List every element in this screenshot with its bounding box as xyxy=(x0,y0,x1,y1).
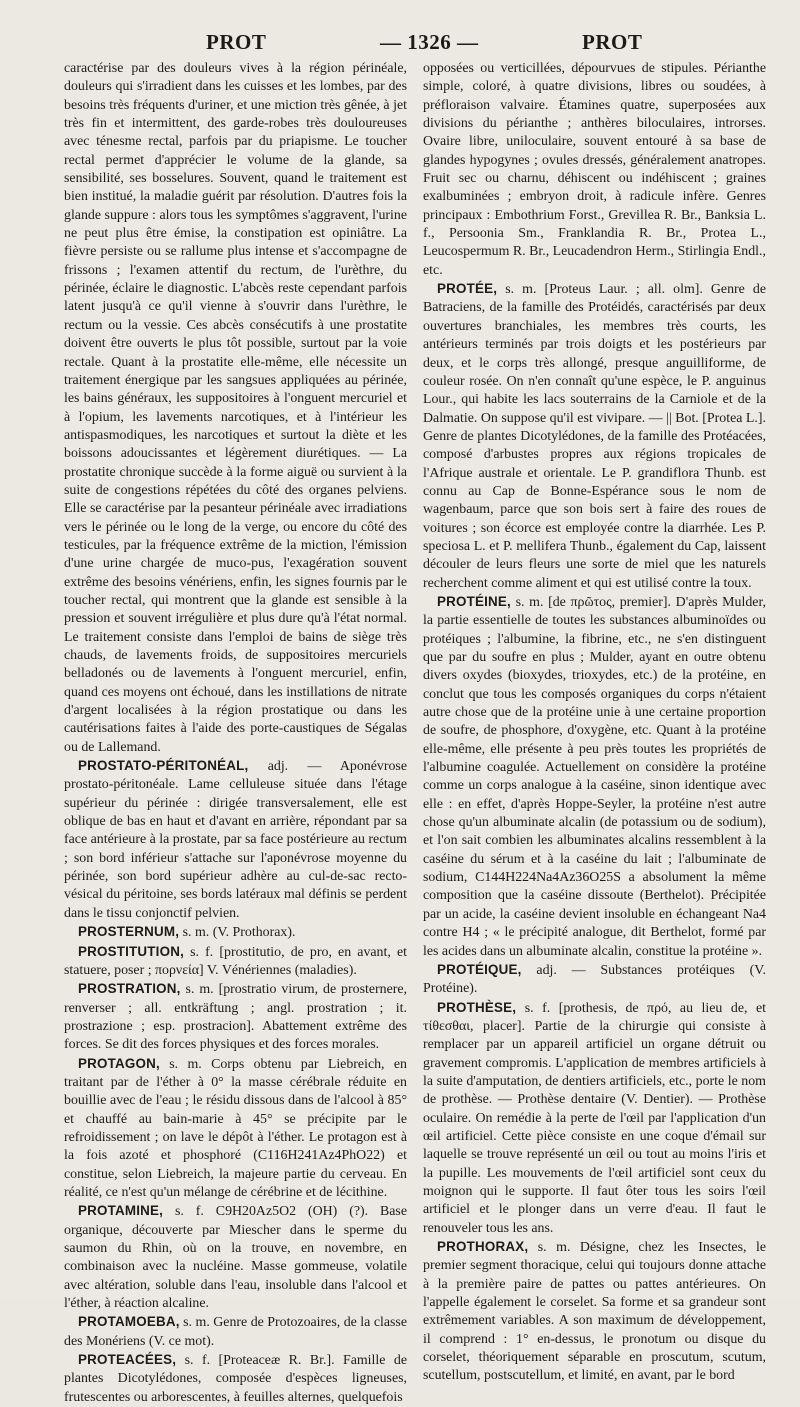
entry-prosternum xyxy=(64,923,407,942)
entry-proteacees xyxy=(64,1351,407,1407)
entry-prostato-peritoneal xyxy=(64,757,407,923)
entry-body: s. m. [Proteus Laur. ; all. olm]. Genre de Batraciens, de la famille des Protéidés, caractérisés par deux ouvertures branchiales, les membres très courts, les antérieurs terminés par trois doigts et les postérieurs par deux, et le corps très allongé, presque anguilliforme, de couleur rosée. On n'en connaît qu'une espèce, le P. anguinus Lour., qui habite les lacs souterrains de la Carniole et de la Dalmatie. On suppose qu'il est vivipare. — || Bot. [Protea L.]. Genre de plantes Dicotylédones, de la famille des Protéacées, composé d'arbustes propres aux régions tropicales de l'Afrique australe et orientale. Le P. grandiflora Thunb. est connu au Cap de Bonne-Espérance sous le nom de wagenbaum, parce que son bois sert à faire des roues de voitures ; son écorce est employée contre la diarrhée. Les P. speciosa L. et P. mellifera Thunb., également du Cap, laissent découler de leurs fleurs une sorte de miel que les naturels recherchent comme aliment et qui est utilisé contre la toux. xyxy=(423,282,766,591)
entry-continuation: caractérise par des douleurs vives à la région périnéale, douleurs qui s'irradient dans les cuisses et les lombes, par des besoins très fréquents d'uriner, et une miction très gênée, à jet très fin et intermittent, des garde-robes très douloureuses avec ténesme rectal, parfois par du priapisme. Le toucher rectal permet d'apprécier le volume de la glande, sa sensibilité, ses bosselures. Souvent, quand le traitement est bien institué, la maladie guérit par résolution. D'autres fois la glande suppure : alors tous les symptômes s'aggravent, l'urine ne peut plus être émise, la constipation est opiniâtre. La fièvre persiste ou se rallume plus intense et s'accompagne de frissons ; l'examen attentif du rectum, de l'urèthre, du périnée, éclaire le diagnostic. L'abcès reste cependant parfois latent jusqu'à ce qu'il vienne à s'ouvrir dans l'urèthre, le rectum ou la vessie. Ces abcès consécutifs à une prostatite doivent être ouverts le plus tôt possible, surtout par la voie rectale. Quant à la prostatite elle-même, elle nécessite un traitement énergique par les sangsues appliquées au périnée, les bains généraux, les suppositoires à l'onguent mercuriel et à l'opium, les lavements narcotiques, et à l'intérieur les antispasmodiques, les narcotiques et surtout la diète et les boissons adoucissantes et légèrement diurétiques. — La prostatite chronique succède à la forme aiguë ou survient à la suite de congestions répétées du côté des organes pelviens. Elle se caractérise par la pesanteur périnéale avec irradiations vers le périnée ou le long de la verge, ou encore du côté des testicules, par la fréquence extrême de la miction, l'émission d'une urine chargée de muco-pus, l'exagération souvent extrême des besoins vénériens, enfin, les signes fournis par le toucher rectal, qui montrent que la glande est sensible à la pression et souvent irrégulière et plus dure qu'à l'état normal. Le traitement consiste dans l'emploi de bains de siège très chauds, de lavements froids, de suppositoires mercuriels belladonés ou de lavements à l'onguent mercuriel, enfin, quand ces moyens ont échoué, dans les instillations de nitrate d'argent localisées à la région prostatique ou dans les cautérisations faites à l'aide des porte-caustiques de Ségalas ou de Lallemand. xyxy=(64,61,407,755)
entry-body: s. f. C9H20Az5O2 (OH) (?). Base organique, découverte par Miescher dans le sperme du saumon du Rhin, où on la trouve, en novembre, en combinaison avec la nucléine. Masse gommeuse, volatile avec altération, soluble dans l'eau, insoluble dans l'alcool et l'éther, à réaction alcaline. xyxy=(64,1204,407,1312)
entry-proteine xyxy=(423,593,766,961)
headword: PROSTATO-PÉRITONÉAL, xyxy=(78,758,249,774)
entry-body: s. m. Genre de Protozoaires, de la classe des Monériens (V. ce mot). xyxy=(64,1315,407,1349)
headword: PROSTERNUM, xyxy=(78,924,180,940)
headword: PROTÉIQUE, xyxy=(437,961,522,977)
entry-body: s. f. [Proteaceæ R. Br.]. Famille de plantes Dicotylédones, composée d'espèces ligneuses, frutescentes ou arborescentes, à feuilles alternes, quelquefois xyxy=(64,1353,407,1405)
entry-prothorax xyxy=(423,1238,766,1386)
entry-body: s. m. [prostratio virum, de prosternere, renverser ; all. entkräftung ; angl. prostration ; it. prostrazione ; esp. prostracion]. Abattement extrême des forces. Se dit des forces physiques et des forces morales. xyxy=(64,982,407,1053)
running-head-left: PROT xyxy=(206,30,267,54)
entry-body: s. m. Corps obtenu par Liebreich, en traitant par de l'éther à 0° la masse cérébrale réduite en bouillie avec de l'eau ; le résidu dissous dans de l'alcool à 85° et chauffé au bain-marie à 45° se précipite par le refroidissement ; on lave le dépôt à l'éther. Le protagon est à la fois azoté et phosphoré (C116H241Az4PhO22) et constitue, selon Liebreich, la majeure partie du cerveau. En réalité, ce n'est qu'un mélange de cérébrine et de lécithine. xyxy=(64,1056,407,1200)
entry-protee xyxy=(423,280,766,593)
headword: PROTAGON, xyxy=(78,1055,160,1071)
headword: PROSTITUTION, xyxy=(78,943,185,959)
headword: PROTHORAX, xyxy=(437,1239,529,1254)
entry-proteique xyxy=(423,961,766,999)
entry-continuation: opposées ou verticillées, dépourvues de stipules. Périanthe simple, coloré, à quatre divisions, libres ou soudées, à préfloraison valvaire. Étamines quatre, superposées aux divisions du périanthe ; anthères biloculaires, introrses. Ovaire libre, uniloculaire, souvent entouré à sa base de glandes hypogynes ; ovules dressés, généralement anatropes. Fruit sec ou charnu, déhiscent ou indéhiscent ; graines exalbuminées ; embryon droit, à radicule infère. Genres principaux : Embothrium Forst., Grevillea R. Br., Banksia L. f., Persoonia Sm., Franklandia R. Br., Protea L., Leucospermum R. Br., Leucadendron Herm., Stirlingia Endl., etc. xyxy=(423,61,766,278)
entry-prostitution xyxy=(64,943,407,981)
headword: PROTAMINE, xyxy=(78,1203,164,1219)
headword: PROTEACÉES, xyxy=(78,1352,177,1368)
entry-prostration xyxy=(64,980,407,1054)
entry-body: s. m. Désigne, chez les Insectes, le premier segment thoracique, celui qui toujours donne attache à la première paire de pattes ou pattes antérieures. On l'appelle également le corselet. Sa forme et sa grandeur sont extrêmement variables. A son maximum de développement, il comprend : 1° en-dessus, le pronotum ou disque du corselet, théoriquement séparable en proscutum, scutum, scutellum, postscutellum, et limité, en avant, par le bord xyxy=(423,1240,766,1384)
entry-body: s. m. (V. Prothorax). xyxy=(182,925,296,941)
headword: PROSTRATION, xyxy=(78,981,181,997)
headword: PROTAMOEBA, xyxy=(78,1314,180,1330)
entry-prothese xyxy=(423,999,766,1238)
entry-body: s. f. [prostitutio, de pro, en avant, et statuere, poser ; πορνεία] V. Vénériennes (maladies). xyxy=(64,944,407,978)
page-header xyxy=(64,26,766,60)
entry-protamoeba xyxy=(64,1313,407,1351)
entry-body: s. m. [de πρῶτος, premier]. D'après Mulder, la partie essentielle de toutes les substances albuminoïdes ou protéiques ; l'albumine, la fibrine, etc., ne s'en distinguent que par du soufre en plus ; Mulder, ayant en outre obtenu divers oxydes (bioxydes, trioxydes, etc.) de la protéine, en conclut que tous les composés organiques du corps n'étaient autre chose que de la protéine unie à une certaine proportion de soufre, de phosphore, d'oxygène, etc. Quant à la protéine elle-même, elle présente à peu près toutes les propriétés de l'albumine coagulée. Actuellement on considère la protéine comme un corps analogue à la caséine, sinon identique avec elle : en effet, d'après Hoppe-Seyler, la protéine n'est autre chose qu'un albuminate alcalin (de potassium ou de sodium), et l'on sait combien les albuminates alcalins ressemblent à la caséine du sérum et à la caséine du lait ; l'albuminate de sodium, C144H224Na4Az36O25S a absolument la même composition que la caséine dissoute (Berthelot). Précipitée par un acide, la caséine devient insoluble en échangeant Na4 contre H4 ; « le précipité analogue, dit Berthelot, formé par les acides dans un albuminate alcalin, constitue la protéine ». xyxy=(423,594,766,959)
entry-body: s. f. [prothesis, de πρό, au lieu de, et τίθεσθαι, placer]. Partie de la chirurgie qui consiste à remplacer par un appareil artificiel un organe détruit ou gravement compromis. L'application de membres artificiels à la suite d'amputation, de dentiers artificiels, etc., porte le nom de prothèse. — Prothèse dentaire (V. Dentier). — Prothèse oculaire. On remédie à la perte de l'œil par l'application d'un œil artificiel. Cette pièce consiste en une coque d'émail sur laquelle se trouve représenté un œil ou tout au moins l'iris et la pupille. Les mouvements de l'œil artificiel sont ceux du moignon qui le supporte. Il faut ôter tous les soirs l'œil artificiel et le plonger dans un verre d'eau. Il faut le renouveler tous les ans. xyxy=(423,1000,766,1236)
entry-protagon xyxy=(64,1055,407,1203)
right-column xyxy=(423,60,766,1407)
headword: PROTÉE, xyxy=(437,281,498,297)
entry-body: adj. — Aponévrose prostato-péritonéale. Lame celluleuse située dans l'étage supérieur du périnée : dirigée transversalement, elle est oblique de bas en haut et d'avant en arrière, répondant par sa face antérieure à la prostate, par sa face postérieure au rectum ; son bord inférieur s'attache sur l'aponévrose moyenne du périnée, son bord supérieur adhère au cul-de-sac recto-vésical du péritoine, ses bords latéraux mal définis se perdent dans le tissu conjonctif pelvien. xyxy=(64,759,407,921)
entry-protamine xyxy=(64,1202,407,1313)
headword: PROTHÈSE, xyxy=(437,999,517,1015)
left-column xyxy=(64,60,407,1407)
entry-body: adj. — Substances protéiques (V. Protéine). xyxy=(423,962,766,997)
page-number: — 1326 — xyxy=(380,30,479,54)
headword: PROTÉINE, xyxy=(437,593,511,609)
running-head-right: PROT xyxy=(582,30,643,54)
text-columns xyxy=(64,60,766,1407)
